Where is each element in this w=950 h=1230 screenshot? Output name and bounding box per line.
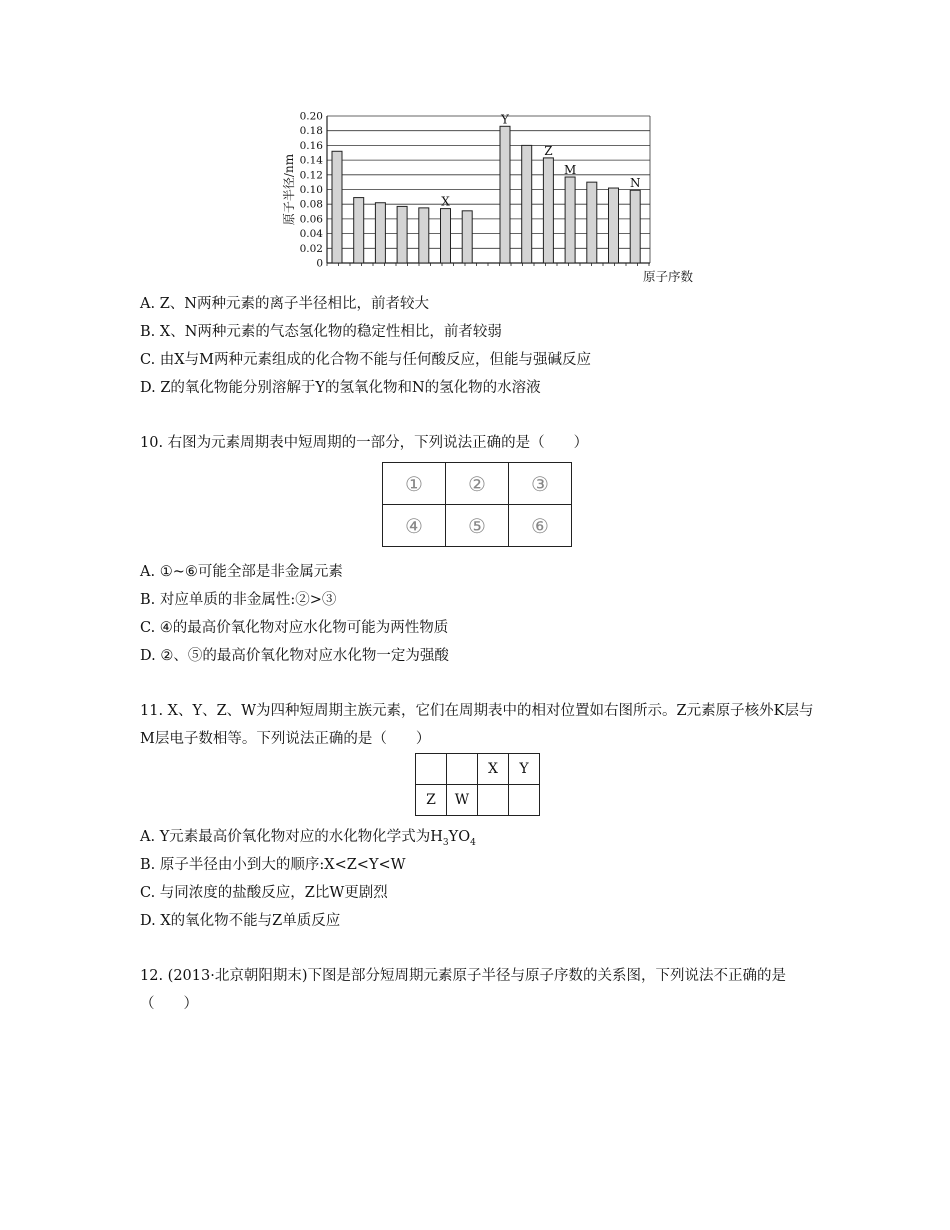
y-tick-label: 0 (316, 257, 323, 270)
y-axis-label: 原子半径/nm (282, 153, 296, 226)
x-axis-label: 原子序数 (642, 269, 694, 284)
y-tick-label: 0.08 (299, 198, 323, 211)
bar (375, 203, 385, 263)
formula-sub-4: 4 (470, 837, 476, 848)
bar (543, 158, 553, 263)
q9-option-a: A. Z、N两种元素的离子半径相比，前者较大 (140, 296, 429, 312)
cell-1: ① (383, 463, 446, 505)
formula-yo: YO (448, 829, 471, 845)
cell-r1c1 (416, 754, 447, 785)
bar (565, 177, 575, 263)
y-tick-label: 0.16 (299, 139, 323, 152)
y-tick-label: 0.10 (299, 184, 323, 196)
cell-r2c4 (509, 785, 540, 816)
cell-y: Y (509, 754, 540, 785)
formula-sub-3: 3 (442, 837, 449, 848)
cell-3: ③ (509, 463, 572, 505)
bar (332, 151, 342, 263)
bar-label: Z (544, 143, 553, 158)
bar (609, 188, 619, 263)
cell-5: ⑤ (446, 505, 509, 547)
bar (354, 198, 364, 263)
q11-option-d: D. X的氧化物不能与Z单质反应 (140, 913, 341, 929)
q9-option-c: C. 由X与M两种元素组成的化合物不能与任何酸反应，但能与强碱反应 (140, 352, 591, 368)
q9-option-b: B. X、N两种元素的气态氢化物的稳定性相比，前者较弱 (140, 324, 502, 340)
q12-stem: 12. (2013·北京朝阳期末)下图是部分短周期元素原子半径与原子序数的关系图，下列说法不正确的是（ ） (140, 968, 786, 1012)
bar (500, 126, 510, 263)
atomic-radius-chart (275, 105, 694, 285)
bar (630, 190, 640, 263)
periodic-table-fragment-q11 (415, 753, 540, 816)
cell-w: W (447, 785, 478, 816)
q10-option-d: D. ②、⑤的最高价氧化物对应水化物一定为强酸 (140, 648, 449, 664)
q11-stem: 11. X、Y、Z、W为四种短周期主族元素，它们在周期表中的相对位置如右图所示。Z元素原子核外K层与M层电子数相等。下列说法正确的是（ ） (140, 703, 814, 747)
formula-h: H (430, 829, 443, 845)
bar-label: N (629, 176, 641, 191)
cell-2: ② (446, 463, 509, 505)
bar (419, 208, 429, 263)
periodic-table-fragment-q10 (382, 462, 572, 547)
bar-label: X (441, 194, 450, 209)
cell-r1c2 (447, 754, 478, 785)
bar-label: Y (501, 112, 509, 127)
q9-option-d: D. Z的氧化物能分别溶解于Y的氢氧化物和N的氢化物的水溶液 (140, 380, 541, 396)
cell-4: ④ (383, 505, 446, 547)
q10-stem: 10. 右图为元素周期表中短周期的一部分，下列说法正确的是（ ） (140, 435, 589, 451)
bar (587, 182, 597, 263)
cell-x: X (478, 754, 509, 785)
y-tick-label: 0.06 (299, 213, 323, 226)
q10-option-b: B. 对应单质的非金属性:②>③ (140, 592, 337, 608)
bar (462, 211, 472, 263)
y-tick-label: 0.02 (299, 242, 323, 255)
q11-option-b: B. 原子半径由小到大的顺序:X<Z<Y<W (140, 857, 406, 873)
q11-option-a-text: A. Y元素最高价氧化物对应的水化物化学式为 (140, 829, 431, 845)
cell-6: ⑥ (509, 505, 572, 547)
y-tick-label: 0.04 (299, 228, 323, 241)
bar-label: M (563, 163, 577, 178)
q10-option-a: A. ①~⑥可能全部是非金属元素 (140, 564, 343, 580)
y-tick-label: 0.20 (299, 110, 323, 123)
cell-z: Z (416, 785, 447, 816)
bar (522, 145, 532, 263)
bar (397, 206, 407, 263)
q10-option-c: C. ④的最高价氧化物对应水化物可能为两性物质 (140, 620, 449, 636)
q11-option-c: C. 与同浓度的盐酸反应，Z比W更剧烈 (140, 885, 388, 901)
y-tick-label: 0.12 (299, 169, 323, 182)
bar (441, 209, 451, 263)
y-tick-label: 0.18 (299, 125, 323, 138)
q11-option-a (140, 825, 476, 848)
y-tick-label: 0.14 (299, 154, 323, 167)
cell-r2c3 (478, 785, 509, 816)
